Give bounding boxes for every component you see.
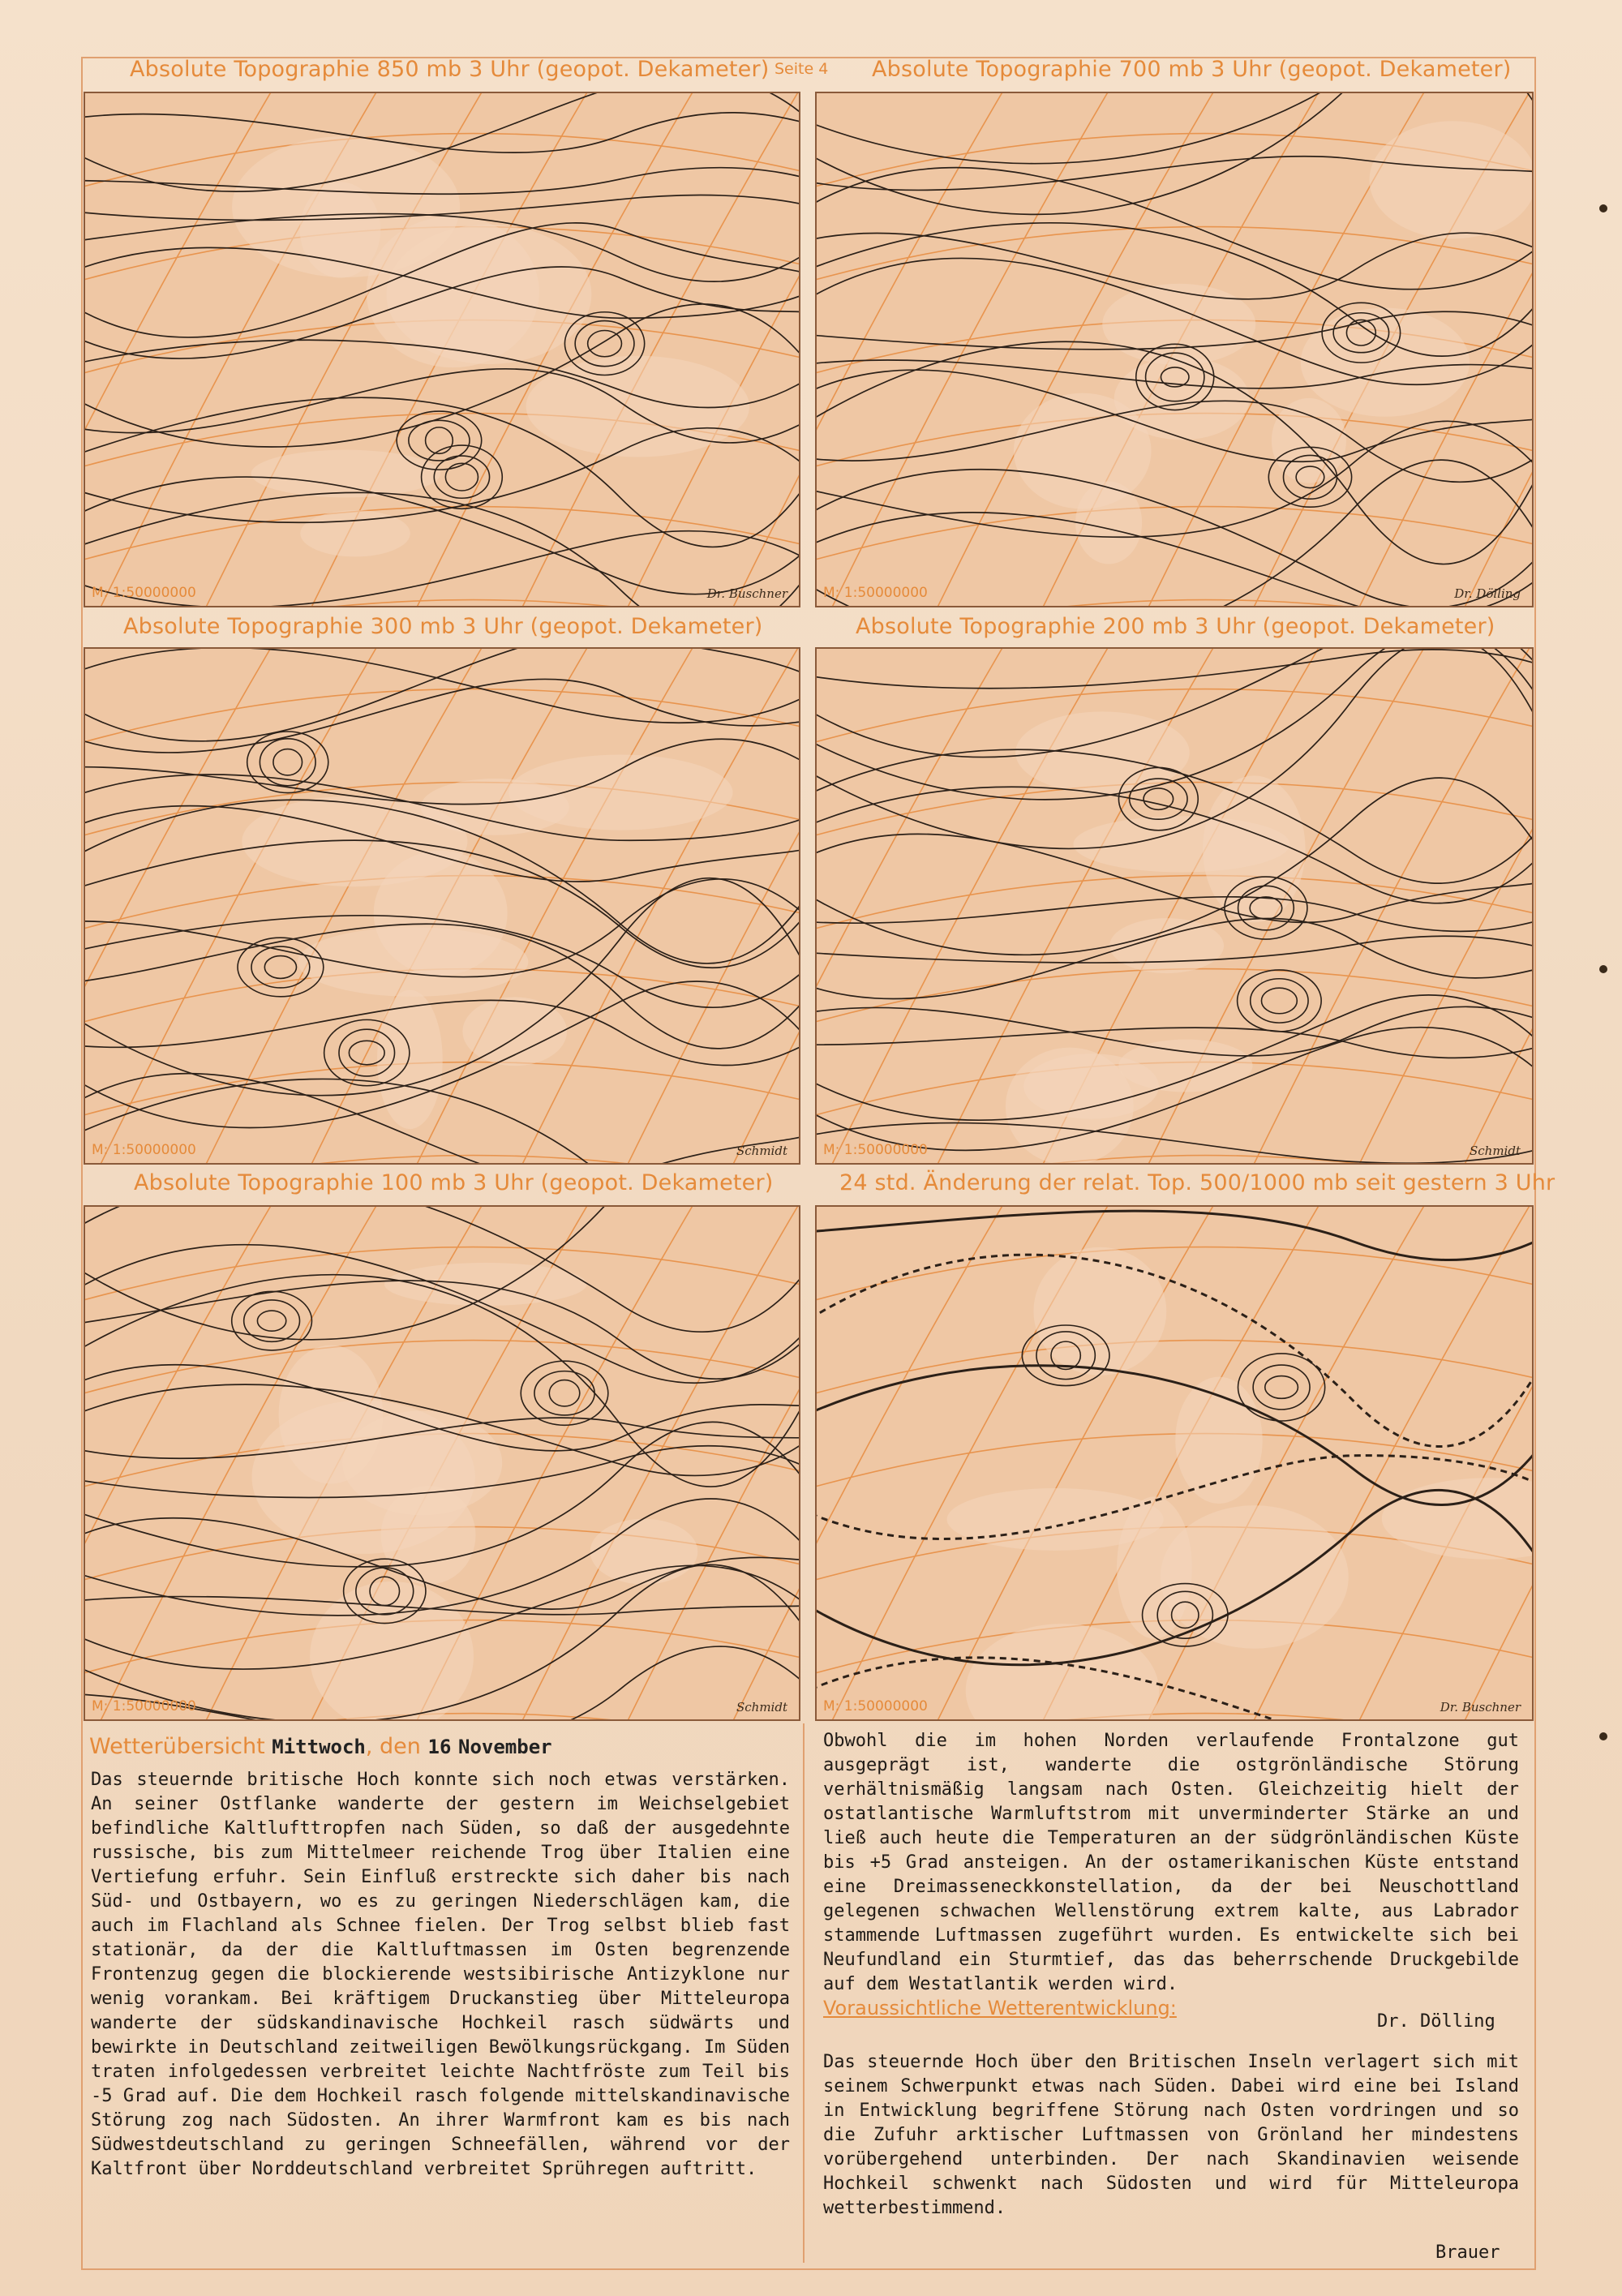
land-shading [1109,918,1224,973]
land-shading [242,796,467,886]
map-change-500-1000mb [815,1205,1534,1721]
contour-cell [273,749,303,775]
map-200mb [815,647,1534,1165]
contour-cell [409,420,470,461]
report-den: , den [365,1734,421,1759]
report-header [89,1734,552,1759]
contour-chart-100mb [85,1207,799,1719]
map-title-200mb: Absolute Topographie 200 mb 3 Uhr (geopot. Dekameter) [856,614,1495,639]
map-300mb [84,647,800,1165]
map-signature: Dr. Buschner [706,586,787,601]
land-shading [590,1519,698,1585]
land-shading [1301,308,1470,417]
contour-chart-850mb [85,93,799,606]
contour-line [817,650,1532,689]
graticule-line [817,1247,1532,1304]
map-signature: Dr. Dölling [1454,586,1521,601]
contour-line [85,477,799,594]
author-doelling: Dr. Dölling [1377,2011,1495,2032]
forecast-paragraph: Das steuernde Hoch über den Britischen Inseln verlagert sich mit seinem Schwerpunkt etwas nach Süden. Dabei wird eine bei Island in Entwicklung begriffene Störung nach Osten vordringen und so die Zufuhr arktischer Luftmassen von Grönland her mindestens vorübergehend unterbinden. Der nach Skandinavien weisende Hochkeil schwenkt nach Südosten und wird für Mitteleuropa wetterbestimmend. [823,2052,1519,2218]
land-shading [462,997,567,1066]
page-number: Seite 4 [775,60,829,78]
contour-cell [588,331,622,357]
graticule-line [85,1341,799,1397]
land-shading [251,450,440,498]
graticule-line [817,1341,1532,1397]
contour-chart-200mb [817,649,1532,1163]
map-scale: M: 1:50000000 [92,1142,196,1158]
contour-chart-300mb [85,649,799,1163]
land-shading [1014,393,1152,509]
forecast-heading: Voraussichtliche Wetterentwicklung: [823,1997,1177,2019]
graticule-line [817,649,1011,1163]
contour-cell [1238,1354,1325,1421]
contour-cell [244,1300,300,1341]
contour-chart-700mb [817,93,1532,606]
land-shading [1023,1054,1159,1119]
forecast-text [823,2050,1519,2221]
contour-cell [1265,1376,1298,1399]
contour-cell [534,1371,594,1415]
contour-cell [426,427,453,453]
map-100mb [84,1205,800,1721]
report-month: November [458,1736,552,1758]
map-signature: Dr. Buschner [1440,1700,1521,1714]
land-shading [1370,121,1532,238]
map-signature: Schmidt [736,1144,787,1158]
map-scale: M: 1:50000000 [823,1142,928,1158]
contour-cell [445,463,478,491]
continuation-paragraph: Obwohl die im hohen Norden verlaufende Frontalzone gut ausgeprägt ist, wanderte die ostgrönländische Störung verhältnismäßig langsam nach Osten. Gleichzeitig hielt der ostatlantische Warmluftstrom mit unverminderter Stärke an und ließ auch heute die Temperaturen an der südgrönländischen Küste bis +5 Grad ansteigen. An der ostamerikanischen Küste entstand eine Dreimasseneckkonstellation, da der bei Neuschottland gelegenen schwachen Wellenstörung extrem kalte, aus Labrador stammende Luftmassen zugeführt wurden. Es entwickelte sich bei Neufundland ein Sturmtief, das das beherrschende Druckgebilde auf dem Westatlantik werden wird. [823,1731,1519,1994]
map-title-850mb: Absolute Topographie 850 mb 3 Uhr (geopot. Dekameter) [130,57,770,82]
report-weekday: Mittwoch [272,1736,366,1758]
contour-cell [549,1380,580,1406]
contour-line [85,649,799,723]
report-day: 16 [427,1736,452,1758]
contour-cell [1251,979,1308,1023]
continuation-text [823,1729,1519,1997]
report-label: Wetterübersicht [89,1734,265,1759]
contour-cell [434,456,489,498]
map-850mb [84,92,800,607]
map-700mb [815,92,1534,607]
map-title-change-500-1000mb: 24 std. Änderung der relat. Top. 500/1000 mb seit gestern 3 Uhr [839,1170,1555,1195]
map-scale: M: 1:50000000 [92,585,196,601]
contour-line [817,649,1532,800]
map-scale: M: 1:50000000 [823,1698,928,1714]
map-title-100mb: Absolute Topographie 100 mb 3 Uhr (geopot. Dekameter) [134,1170,774,1195]
land-shading [1382,1478,1532,1559]
land-shading [232,136,460,277]
contour-cell [264,956,296,979]
contour-cell [257,1311,285,1331]
contour-cell [1253,1365,1310,1410]
punch-hole [1599,1732,1607,1740]
contour-line [817,1255,1532,1446]
map-scale: M: 1:50000000 [823,585,928,601]
punch-hole [1599,204,1607,212]
weather-overview-text [91,1768,790,2182]
contour-line [85,113,799,152]
graticule-line [817,1434,1532,1491]
column-divider [803,1723,805,2263]
land-shading [251,1401,474,1554]
weather-overview-paragraph: Das steuernde britische Hoch konnte sich noch etwas verstärken. An seiner Ostflanke wanderte der gestern im Weichselgebiet befindliche Kaltlufttropfen nach Süden, so daß der ausgedehnte russische, bis zum Mittelmeer reichende Trog über Italien eine Vertiefung erfuhr. Sein Einfluß erstreckte sich daher bis nach Süd- und Ostbayern, wo es zu geringen Niederschlägen kam, die auch im Flachland als Schnee fielen. Der Trog selbst blieb fast stationär, da der die Kaltluftmassen im Osten begrenzende Frontenzug gegen die blockierende westsibirische Antizyklone nur wenig vorankam. Bei kräftigem Druckanstieg über Mitteleuropa wanderte der südskandinavische Hochkeil rasch südwärts und bewirkte in Deutschland zeitweiligen Bewölkungsrückgang. Im Süden traten infolgedessen verbreitet leichte Nachtfröste zum Teil bis -5 Grad auf. Die dem Hochkeil rasch folgende mittelskandinavische Störung zog nach Südosten. An ihrer Warmfront kam es bis nach Südwestdeutschland zu geringen Schneefällen, während vor der Kaltfront über Norddeutschland verbreitet Sprühregen auftritt. [91,1770,790,2179]
contour-cell [260,739,315,786]
land-shading [298,927,529,997]
contour-chart-change [817,1207,1532,1719]
map-signature: Schmidt [736,1700,787,1714]
map-title-300mb: Absolute Topographie 300 mb 3 Uhr (geopot. Dekameter) [123,614,763,639]
land-shading [966,1624,1159,1719]
land-shading [1033,1247,1166,1375]
contour-line [817,1211,1532,1260]
contour-cell [1261,988,1297,1014]
map-scale: M: 1:50000000 [92,1698,196,1714]
contour-cell [1144,788,1174,809]
punch-hole [1599,965,1607,973]
map-title-700mb: Absolute Topographie 700 mb 3 Uhr (geopot. Dekameter) [872,57,1512,82]
author-brauer: Brauer [1435,2242,1500,2263]
contour-line [817,1366,1532,1505]
map-signature: Schmidt [1470,1144,1521,1158]
